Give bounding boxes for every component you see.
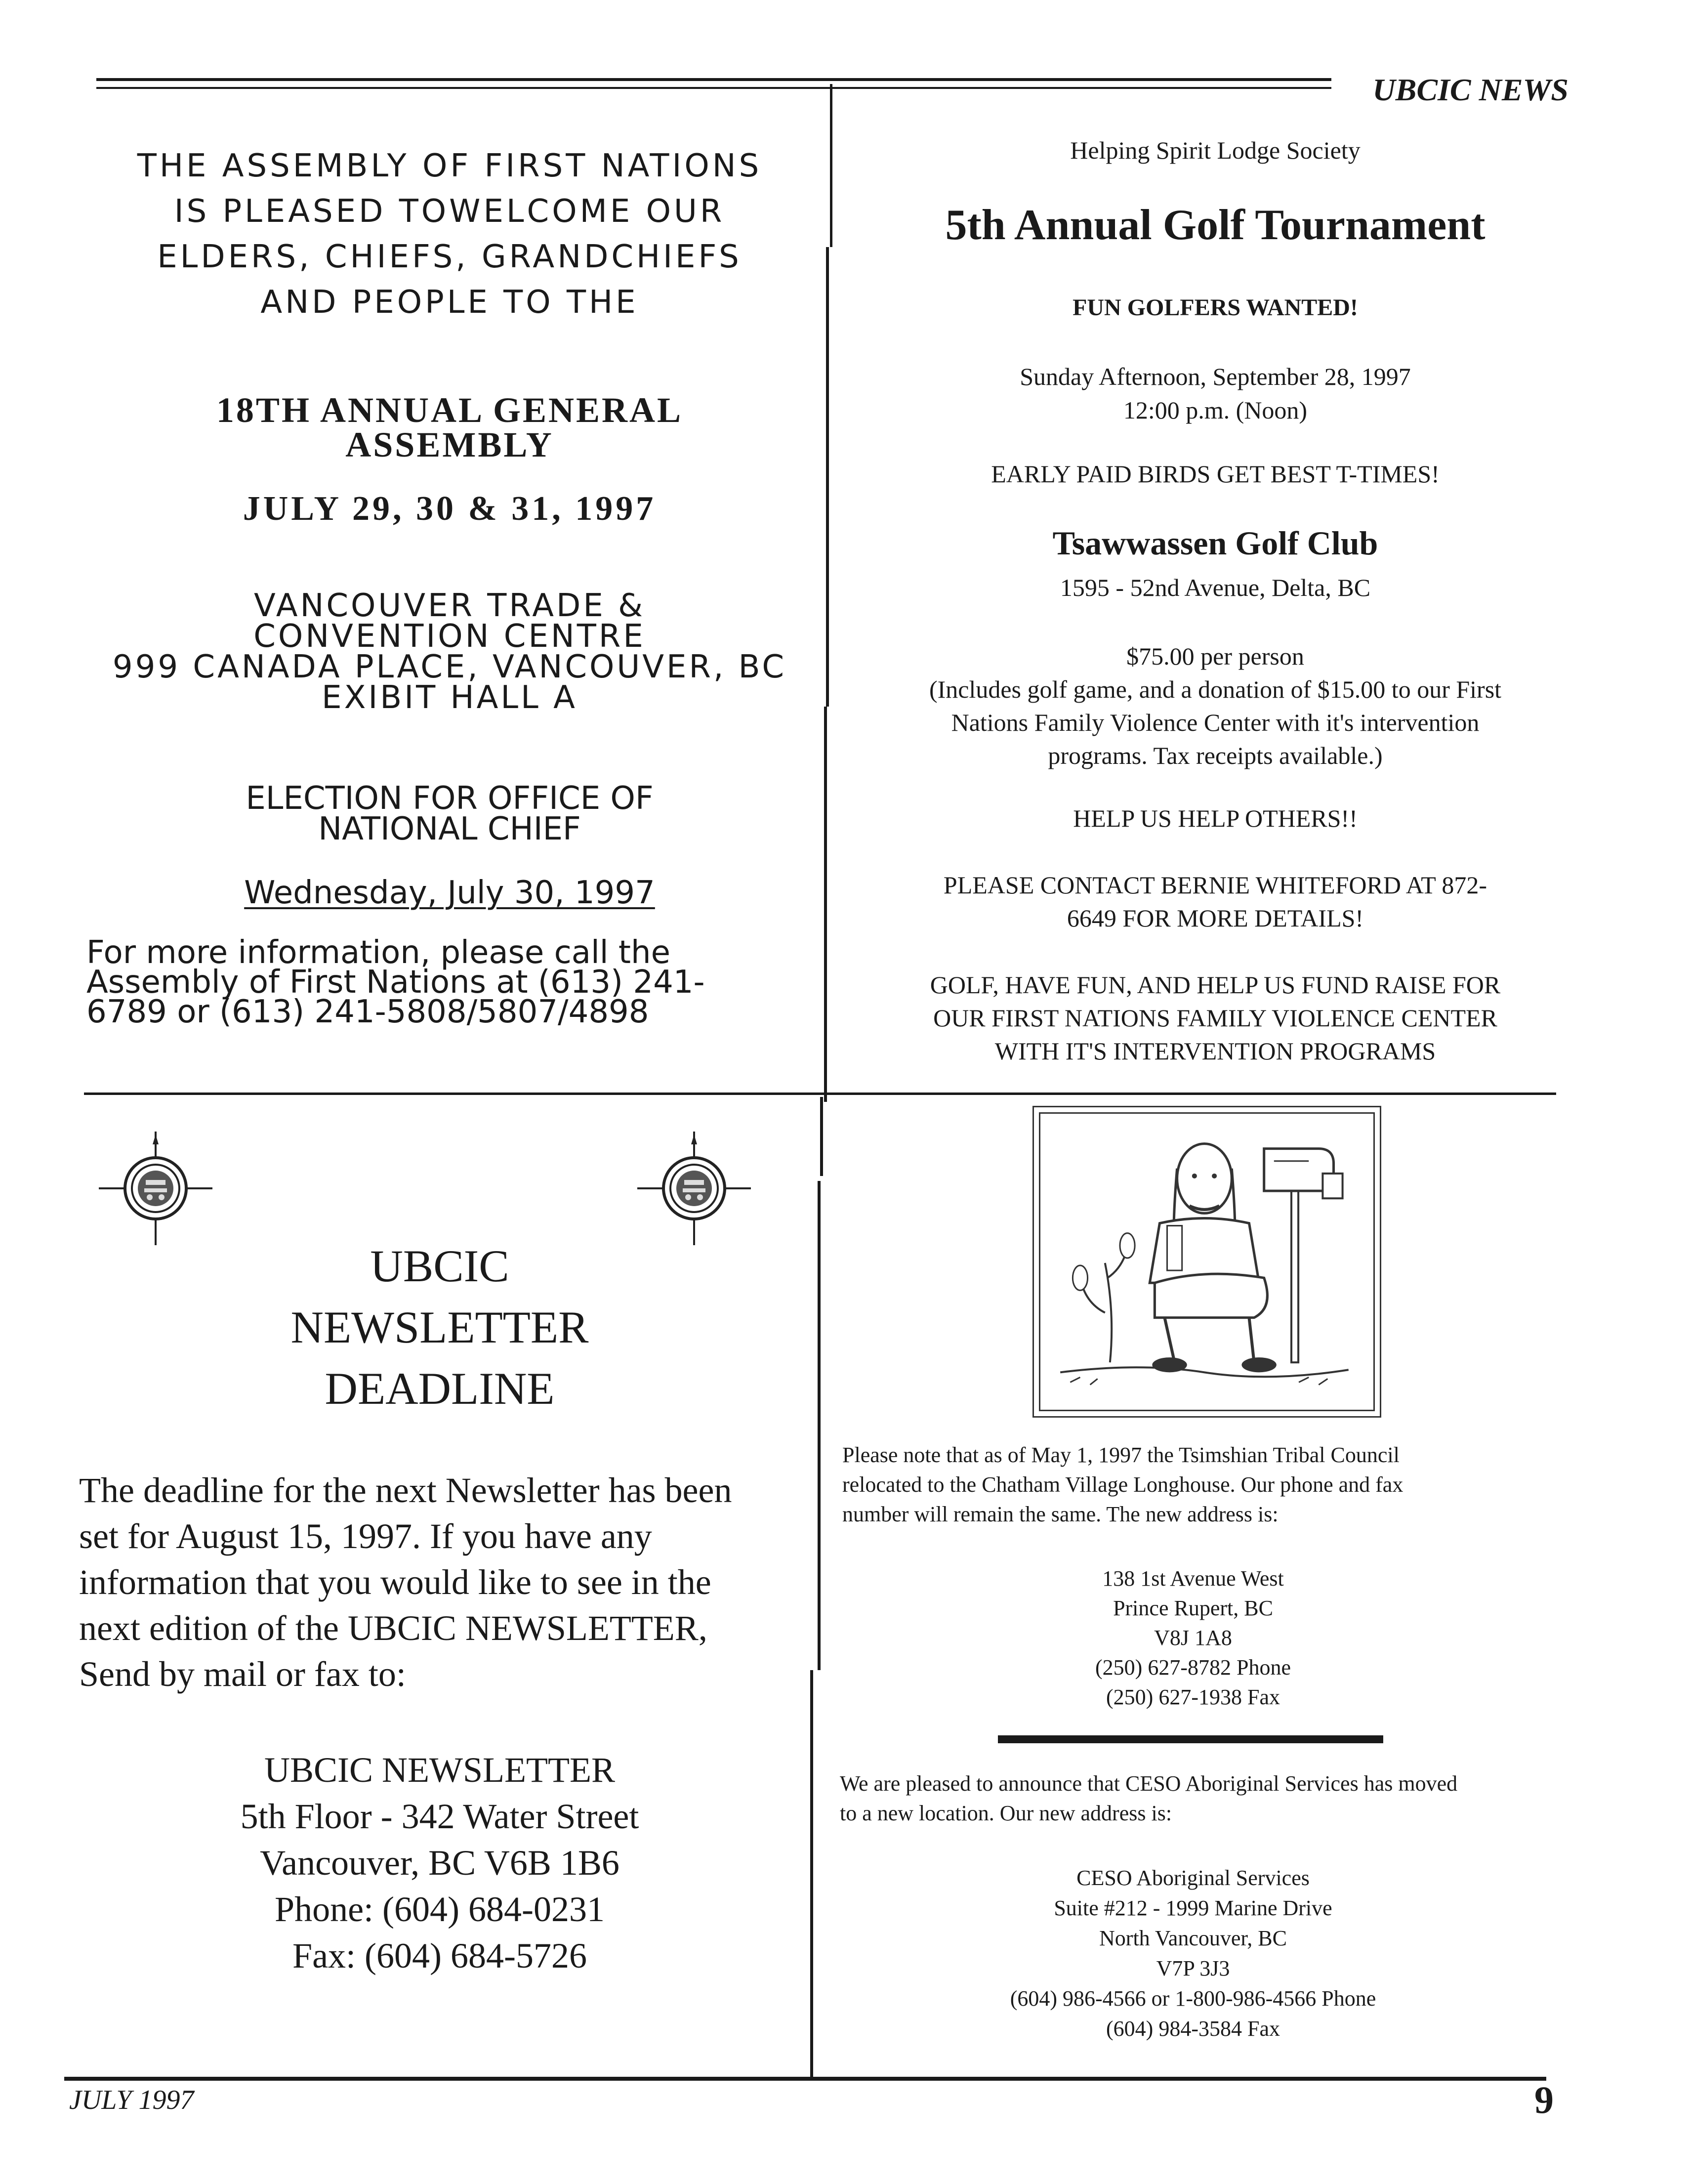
golf-title: 5th Annual Golf Tournament	[945, 201, 1486, 249]
tsimshian-relocation-note: Please note that as of May 1, 1997 the Tsimshian Tribal Council relocated to the Chatham Village Longhouse. Our phone and fax number will remain the same. The new address is:	[842, 1443, 1403, 1526]
cartoon-inner-frame	[1039, 1112, 1375, 1411]
header-rule-top	[96, 78, 1331, 81]
seated-man-mailbox-icon	[1040, 1114, 1373, 1410]
golf-fundraise: GOLF, HAVE FUN, AND HELP US FUND RAISE FOR OUR FIRST NATIONS FAMILY VIOLENCE CENTER WITH IT'S INTERVENTION PROGRAMS	[930, 971, 1501, 1065]
ceso-relocation-note: We are pleased to announce that CESO Aboriginal Services has moved to a new location. Our new address is:	[840, 1771, 1458, 1825]
afn-contact-info: For more information, please call the Assembly of First Nations at (613) 241- 6789 or (613) 241-5808/5807/4898	[86, 934, 705, 1030]
publication-title: UBCIC NEWS	[1372, 72, 1568, 107]
newsletter-deadline-body: The deadline for the next Newsletter has been set for August 15, 1997. If you have any information that you would like to see in the next edition of the UBCIC NEWSLETTER, Send by mail or fax to:	[79, 1470, 732, 1694]
golf-contact: PLEASE CONTACT BERNIE WHITEFORD AT 872- 6649 FOR MORE DETAILS!	[943, 871, 1487, 932]
column-divider	[820, 1097, 823, 1176]
issue-date: JULY 1997	[69, 2085, 194, 2115]
afn-election-heading: ELECTION FOR OFFICE OF NATIONAL CHIEF	[246, 780, 654, 847]
golf-price: $75.00 per person (Includes golf game, and a donation of $15.00 to our First Nations Family Violence Center with it's intervention programs. Tax receipts available.)	[929, 642, 1502, 769]
newsletter-deadline-title: UBCIC NEWSLETTER DEADLINE	[290, 1241, 589, 1414]
footer-rule	[64, 2077, 1546, 2081]
afn-election-date: Wednesday, July 30, 1997	[244, 875, 655, 911]
golf-early-birds: EARLY PAID BIRDS GET BEST T-TIMES!	[991, 460, 1440, 488]
compass-emblem-icon	[637, 1132, 751, 1245]
golf-time: Sunday Afternoon, September 28, 1997 12:00 p.m. (Noon)	[1020, 363, 1411, 424]
newsletter-address: UBCIC NEWSLETTER 5th Floor - 342 Water Street Vancouver, BC V6B 1B6 Phone: (604) 684-0231 Fax: (604) 684-5726	[240, 1750, 639, 1975]
afn-venue: VANCOUVER TRADE & CONVENTION CENTRE 999 CANADA PLACE, VANCOUVER, BC EXIBIT HALL A	[112, 588, 787, 716]
golf-club-name: Tsawwassen Golf Club	[1052, 524, 1378, 562]
ceso-address: CESO Aboriginal Services Suite #212 - 1999 Marine Drive North Vancouver, BC V7P 3J3 (604) 986-4566 or 1-800-986-4566 Phone (604) 984-3584 Fax	[1010, 1866, 1376, 2041]
notice-separator	[998, 1735, 1383, 1743]
golf-organization: Helping Spirit Lodge Society	[1070, 136, 1361, 164]
column-divider	[826, 247, 829, 707]
afn-assembly-dates: JULY 29, 30 & 31, 1997	[243, 490, 657, 528]
afn-assembly-heading: 18TH ANNUAL GENERAL ASSEMBLY	[216, 390, 683, 464]
column-divider	[830, 84, 832, 247]
golf-club-address: 1595 - 52nd Avenue, Delta, BC	[1060, 574, 1371, 601]
mailbox-cartoon-illustration	[1032, 1106, 1381, 1418]
afn-welcome-text: THE ASSEMBLY OF FIRST NATIONS IS PLEASED TOWELCOME OUR ELDERS, CHIEFS, GRANDCHIEFS AND PEOPLE TO THE	[137, 148, 762, 321]
golf-wanted: FUN GOLFERS WANTED!	[1073, 294, 1358, 321]
page-number: 9	[1534, 2078, 1554, 2121]
column-divider	[818, 1181, 821, 1670]
section-divider	[84, 1092, 1556, 1095]
column-divider	[810, 1670, 813, 2080]
golf-help: HELP US HELP OTHERS!!	[1073, 804, 1358, 832]
tsimshian-address: 138 1st Avenue West Prince Rupert, BC V8J 1A8 (250) 627-8782 Phone (250) 627-1938 Fax	[1095, 1566, 1291, 1709]
header-rule-bottom	[96, 87, 1331, 89]
compass-emblem-icon	[99, 1132, 212, 1245]
